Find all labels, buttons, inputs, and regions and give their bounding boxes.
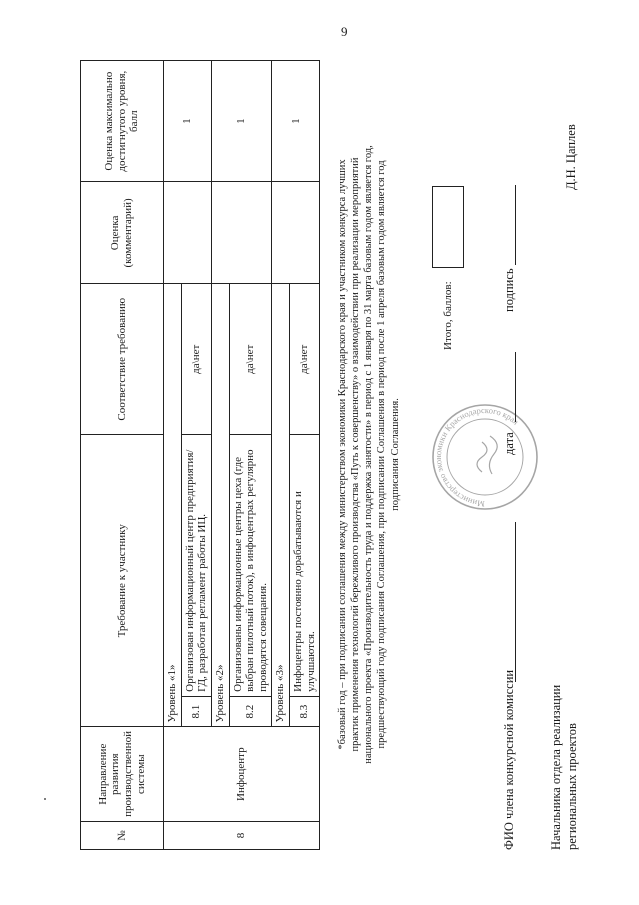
level-3-label: Уровень «3» bbox=[272, 284, 290, 727]
max-score-3: 1 bbox=[272, 61, 320, 182]
header-no: № bbox=[81, 821, 164, 849]
page-number: 9 bbox=[341, 24, 348, 39]
footnote-line: *базовый год – при подписании соглашения между министерством экономики Краснодарского края и участником конкурса лучших bbox=[337, 159, 348, 750]
date-label: дата bbox=[502, 432, 516, 455]
item-number: 8.1 bbox=[181, 696, 211, 727]
head-position bbox=[548, 685, 581, 850]
compliance-value: да\нет bbox=[290, 284, 320, 435]
head-position-line: региональных проектов bbox=[565, 723, 580, 850]
sign-line[interactable] bbox=[515, 185, 516, 265]
direction-name: Инфоцентр bbox=[164, 727, 320, 821]
sign-label: подпись bbox=[502, 268, 516, 312]
svg-text:Министерство экономики Краснод bbox=[433, 405, 521, 509]
compliance-value: да\нет bbox=[181, 284, 211, 435]
footnote-line: практик применения технологий бережливого производства «Путь к совершенству» о взаимодействии при реализации мероприятий bbox=[350, 157, 362, 752]
footnote-line: предшествующий году подписания Соглашения, при подписании Соглашения в период после 1 апреля базовым годом является год bbox=[376, 160, 388, 749]
requirement-text: Инфоцентры постоянно дорабатываются и улучшаются. bbox=[290, 435, 320, 697]
max-score-2: 1 bbox=[211, 61, 272, 182]
header-compliance: Соответствие требованию bbox=[81, 284, 164, 435]
row-number: 8 bbox=[164, 821, 320, 849]
level-2-label: Уровень «2» bbox=[211, 284, 229, 727]
header-max-score: Оценка максимально достигнутого уровня, балл bbox=[81, 61, 164, 182]
requirement-text: Организованы информационные центры цеха (где выбран пилотный поток), в инфоцентрах регулярно проводятся совещания. bbox=[229, 435, 272, 697]
requirements-table bbox=[80, 60, 320, 850]
footnote-line: подписания Соглашения. bbox=[389, 398, 401, 511]
item-number: 8.2 bbox=[229, 696, 272, 727]
footnote-line: национального проекта «Производительность труда и поддержка занятости» в период с 1 января по 31 марта базовым годом является год, bbox=[363, 145, 375, 764]
assessment-cell-2 bbox=[211, 182, 272, 284]
max-score-1: 1 bbox=[164, 61, 212, 182]
stamp-text: Министерство экономики Краснодарского края bbox=[432, 404, 521, 510]
assessment-cell-3 bbox=[272, 182, 320, 284]
level-label-row bbox=[164, 61, 182, 850]
assessment-cell-1 bbox=[164, 182, 212, 284]
fio-label: ФИО члена конкурсной комиссии bbox=[502, 669, 516, 850]
requirement-text: Организован информационный центр предприятия/ГД, разработан регламент работы ИЦ. bbox=[181, 435, 211, 697]
fio-line[interactable] bbox=[515, 522, 516, 682]
head-position-line: Начальника отдела реализации bbox=[549, 684, 563, 850]
footnote bbox=[336, 67, 402, 842]
header-direction: Направление развития производственной системы bbox=[81, 727, 164, 821]
date-line[interactable] bbox=[515, 352, 516, 422]
official-stamp bbox=[430, 402, 540, 512]
level-1-label: Уровень «1» bbox=[164, 284, 182, 727]
header-requirement: Требование к участнику bbox=[81, 435, 164, 727]
compliance-value: да\нет bbox=[229, 284, 272, 435]
score-total-label: Итого, баллов: bbox=[442, 281, 454, 350]
rotated-page-content bbox=[80, 60, 630, 850]
item-number: 8.3 bbox=[290, 696, 320, 727]
table-header-row bbox=[81, 61, 164, 850]
score-total-box[interactable] bbox=[432, 186, 464, 268]
signatory-name: Д.Н. Цаплев bbox=[564, 124, 578, 190]
scan-speck bbox=[44, 798, 46, 800]
header-assessment: Оценка (комментарий) bbox=[81, 182, 164, 284]
